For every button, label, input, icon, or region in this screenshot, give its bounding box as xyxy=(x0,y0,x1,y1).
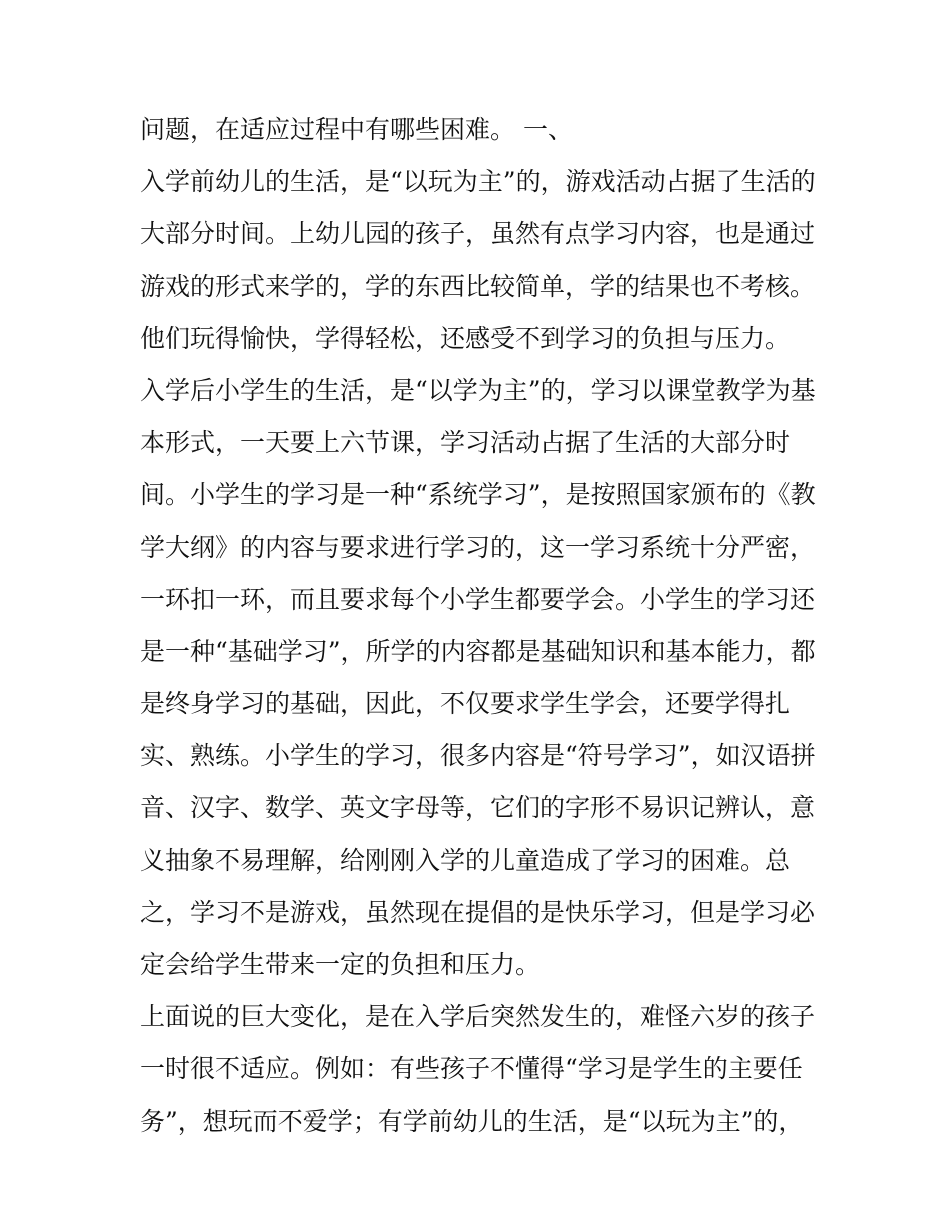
document-body xyxy=(140,104,820,1148)
text-line-15: 义抽象不易理解，给刚刚入学的儿童造成了学习的困难。总 xyxy=(140,845,791,875)
text-line-14: 音、汉字、数学、英文字母等，它们的字形不易识记辨认，意 xyxy=(140,793,816,823)
text-line-11: 是一种“基础学习”，所学的内容都是基础知识和基本能力，都 xyxy=(140,636,816,666)
text-line-19: 一时很不适应。例如：有些孩子不懂得“学习是学生的主要任 xyxy=(140,1054,803,1084)
text-line-10: 一环扣一环，而且要求每个小学生都要学会。小学生的学习还 xyxy=(140,584,816,614)
text-line-7: 本形式，一天要上六节课，学习活动占据了生活的大部分时 xyxy=(140,428,791,458)
text-line-4: 游戏的形式来学的，学的东西比较简单，学的结果也不考核。 xyxy=(140,271,816,301)
text-line-2: 入学前幼儿的生活，是“以玩为主”的，游戏活动占据了生活的 xyxy=(140,167,816,197)
text-line-13: 实、熟练。小学生的学习，很多内容是“符号学习”，如汉语拼 xyxy=(140,741,816,771)
text-line-12: 是终身学习的基础，因此，不仅要求学生学会，还要学得扎 xyxy=(140,689,791,719)
text-line-8: 间。小学生的学习是一种“系统学习”，是按照国家颁布的《教 xyxy=(140,480,816,510)
text-line-9: 学大纲》的内容与要求进行学习的，这一学习系统十分严密， xyxy=(140,532,816,562)
text-line-3: 大部分时间。上幼儿园的孩子，虽然有点学习内容，也是通过 xyxy=(140,219,816,249)
text-line-6: 入学后小学生的生活，是“以学为主”的，学习以课堂教学为基 xyxy=(140,375,816,405)
text-line-20: 务”，想玩而不爱学；有学前幼儿的生活，是“以玩为主”的， xyxy=(140,1106,804,1136)
text-line-5: 他们玩得愉快，学得轻松，还感受不到学习的负担与压力。 xyxy=(140,323,791,353)
text-line-17: 定会给学生带来一定的负担和压力。 xyxy=(140,950,541,979)
text-line-16: 之，学习不是游戏，虽然现在提倡的是快乐学习，但是学习必 xyxy=(140,897,816,927)
text-line-1: 问题，在适应过程中有哪些困难。 一、 xyxy=(140,115,573,144)
text-line-18: 上面说的巨大变化，是在入学后突然发生的，难怪六岁的孩子 xyxy=(140,1002,816,1032)
